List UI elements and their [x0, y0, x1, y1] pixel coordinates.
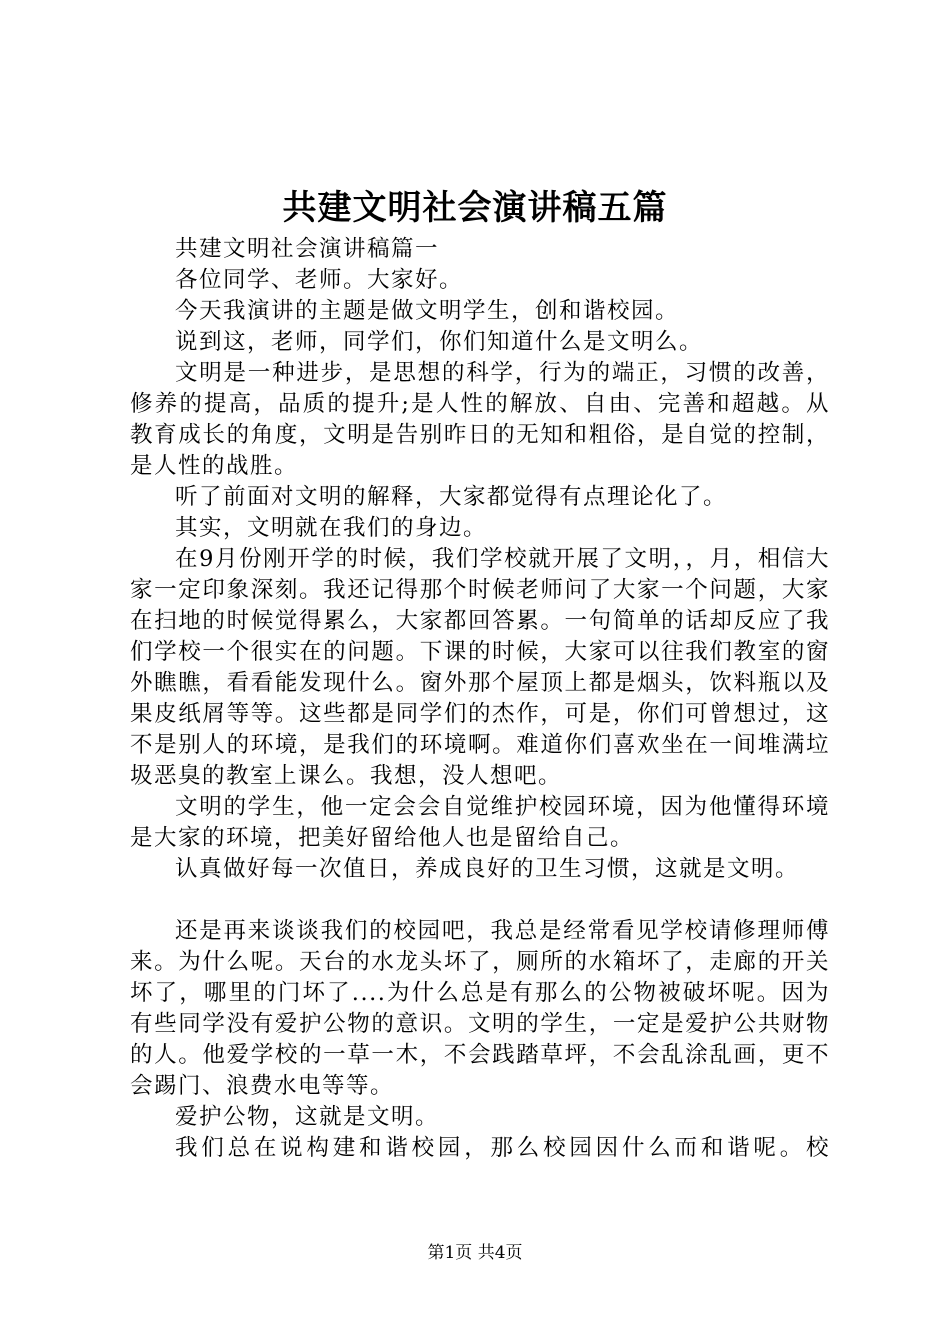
paragraph-topic: 今天我演讲的主题是做文明学生，创和谐校园。 [175, 298, 680, 324]
paragraph-greeting: 各位同学、老师。大家好。 [175, 267, 464, 293]
paragraph-section-heading: 共建文明社会演讲稿篇一 [175, 236, 440, 262]
paragraph-theory: 听了前面对文明的解释，大家都觉得有点理论化了。 [175, 484, 728, 510]
page-footer: 第1页 共4页 [427, 1243, 523, 1263]
blank-line [130, 885, 830, 916]
paragraph-duty: 认真做好每一次值日，养成良好的卫生习惯，这就是文明。 [175, 856, 800, 882]
document-body [130, 234, 830, 1164]
paragraph-campus: 还是再来谈谈我们的校园吧，我总是经常看见学校请修理师傅来。为什么呢。天台的水龙头坏了，厕所的水箱坏了，走廊的开关坏了，哪里的门坏了....为什么总是有那么的公物被破坏呢。因为有些同学没有爱护公物的意识。文明的学生，一定是爱护公共财物的人。他爱学校的一草一木，不会践踏草坪，不会乱涂乱画，更不会踢门、浪费水电等等。 [130, 918, 830, 1099]
paragraph-september: 在9月份刚开学的时候，我们学校就开展了文明，，月，相信大家一定印象深刻。我还记得那个时候老师问了大家一个问题，大家在扫地的时候觉得累么，大家都回答累。一句简单的话却反应了我们学校一个很实在的问题。下课的时候，大家可以往我们教室的窗外瞧瞧，看看能发现什么。窗外那个屋顶上都是烟头，饮料瓶以及果皮纸屑等等。这些都是同学们的杰作，可是，你们可曾想过，这不是别人的环境，是我们的环境啊。难道你们喜欢坐在一间堆满垃圾恶臭的教室上课么。我想，没人想吧。 [130, 546, 830, 789]
paragraph-definition: 文明是一种进步，是思想的科学，行为的端正，习惯的改善，修养的提高，品质的提升;是人性的解放、自由、完善和超越。从教育成长的角度，文明是告别昨日的无知和粗俗，是自觉的控制，是人性的战胜。 [130, 360, 830, 479]
paragraph-harmony: 我们总在说构建和谐校园，那么校园因什么而和谐呢。校 [175, 1135, 830, 1161]
document-title: 共建文明社会演讲稿五篇 [282, 188, 668, 228]
paragraph-public-property: 爱护公物，这就是文明。 [175, 1104, 440, 1130]
paragraph-question: 说到这，老师，同学们，你们知道什么是文明么。 [175, 329, 704, 355]
paragraph-nearby: 其实，文明就在我们的身边。 [175, 515, 488, 541]
paragraph-environment: 文明的学生，他一定会会自觉维护校园环境，因为他懂得环境是大家的环境，把美好留给他人也是留给自己。 [130, 794, 830, 851]
